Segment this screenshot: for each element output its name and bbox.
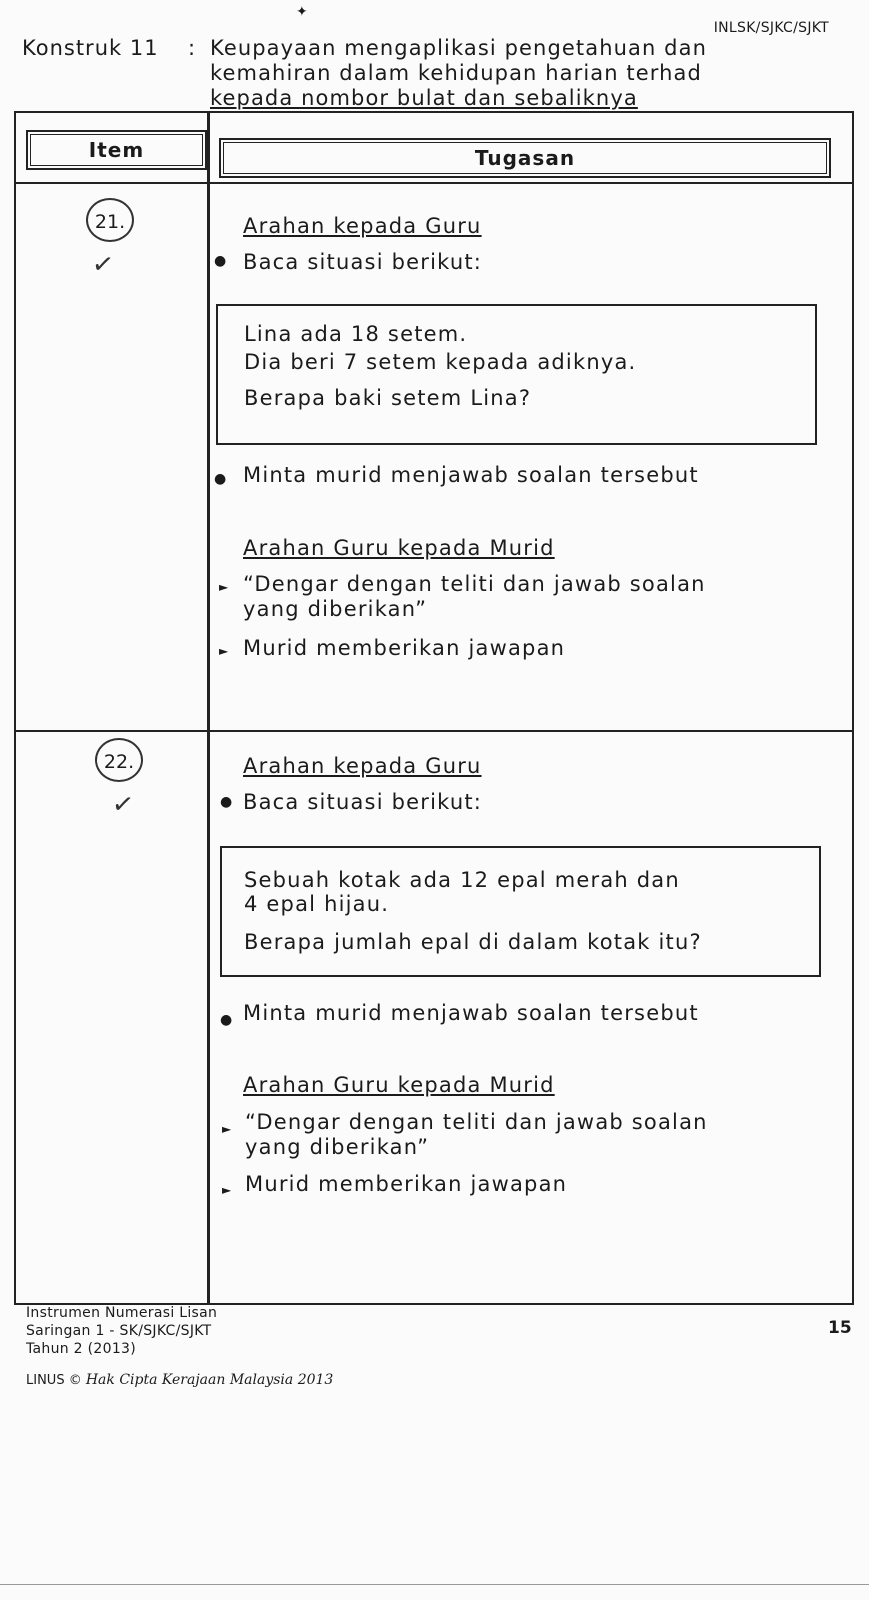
konstruk-colon: : <box>188 36 196 60</box>
ask-instruction: Minta murid menjawab soalan tersebut <box>243 463 699 487</box>
situation-line-1: Lina ada 18 setem. <box>244 322 468 346</box>
item-number-22: 22. <box>95 738 143 782</box>
read-instruction: Baca situasi berikut: <box>243 790 483 814</box>
scan-edge-line <box>0 1584 869 1585</box>
document-code: INLSK/SJKC/SJKT <box>713 20 829 36</box>
situation-box <box>220 846 821 977</box>
konstruk-line-2: kemahiran dalam kehidupan harian terhad <box>210 61 702 85</box>
copyright-notice <box>26 1372 333 1388</box>
teacher-instruction-heading: Arahan kepada Guru <box>243 214 482 238</box>
konstruk-line-3: kepada nombor bulat dan sebaliknya <box>210 86 638 110</box>
quote-line-2: yang diberikan” <box>243 597 428 621</box>
situation-line-3: Berapa jumlah epal di dalam kotak itu? <box>244 930 702 954</box>
column-header-tugasan: Tugasan <box>219 138 831 178</box>
student-instruction-heading: Arahan Guru kepada Murid <box>243 536 555 560</box>
student-instruction-heading: Arahan Guru kepada Murid <box>243 1073 555 1097</box>
arrow-pointer-icon: ► <box>222 1183 232 1197</box>
answer-instruction: Murid memberikan jawapan <box>245 1172 568 1196</box>
situation-line-1: Sebuah kotak ada 12 epal merah dan <box>244 868 680 892</box>
bullet-dot-icon: ● <box>220 1012 233 1028</box>
check-mark-icon: ✓ <box>110 788 136 822</box>
konstruk-line-1: Keupayaan mengaplikasi pengetahuan dan <box>210 36 707 60</box>
column-divider <box>207 111 210 1305</box>
bullet-dot-icon: ● <box>214 471 227 487</box>
check-mark-icon: ✓ <box>90 248 116 282</box>
quote-line-1: “Dengar dengan teliti dan jawab soalan <box>243 572 706 596</box>
item-row-divider <box>14 730 854 732</box>
arrow-pointer-icon: ► <box>222 1122 232 1136</box>
teacher-instruction-heading: Arahan kepada Guru <box>243 754 482 778</box>
copyright-prefix: LINUS © <box>26 1373 82 1388</box>
header-row-divider <box>14 182 854 184</box>
item-number-21: 21. <box>86 198 134 242</box>
arrow-pointer-icon: ► <box>219 580 229 594</box>
footer-info <box>26 1304 217 1358</box>
situation-line-2: Dia beri 7 setem kepada adiknya. <box>244 350 637 374</box>
page-number: 15 <box>828 1318 852 1338</box>
ask-instruction: Minta murid menjawab soalan tersebut <box>243 1001 699 1025</box>
bullet-dot-icon: ● <box>214 253 227 269</box>
konstruk-label: Konstruk 11 <box>22 36 159 60</box>
footer-line-2: Saringan 1 - SK/SJKC/SJKT <box>26 1323 212 1339</box>
arrow-pointer-icon: ► <box>219 644 229 658</box>
read-instruction: Baca situasi berikut: <box>243 250 483 274</box>
situation-box <box>216 304 817 445</box>
answer-instruction: Murid memberikan jawapan <box>243 636 566 660</box>
situation-line-2: 4 epal hijau. <box>244 892 390 916</box>
copyright-text: Hak Cipta Kerajaan Malaysia 2013 <box>85 1372 334 1388</box>
footer-line-1: Instrumen Numerasi Lisan <box>26 1305 218 1321</box>
quote-line-1: “Dengar dengan teliti dan jawab soalan <box>245 1110 708 1134</box>
bullet-dot-icon: ● <box>220 794 233 810</box>
konstruk-description <box>210 36 840 111</box>
ink-mark: ✦ <box>296 4 308 20</box>
quote-line-2: yang diberikan” <box>245 1135 430 1159</box>
column-header-item: Item <box>26 130 207 170</box>
footer-line-3: Tahun 2 (2013) <box>26 1341 136 1357</box>
situation-line-3: Berapa baki setem Lina? <box>244 386 532 410</box>
